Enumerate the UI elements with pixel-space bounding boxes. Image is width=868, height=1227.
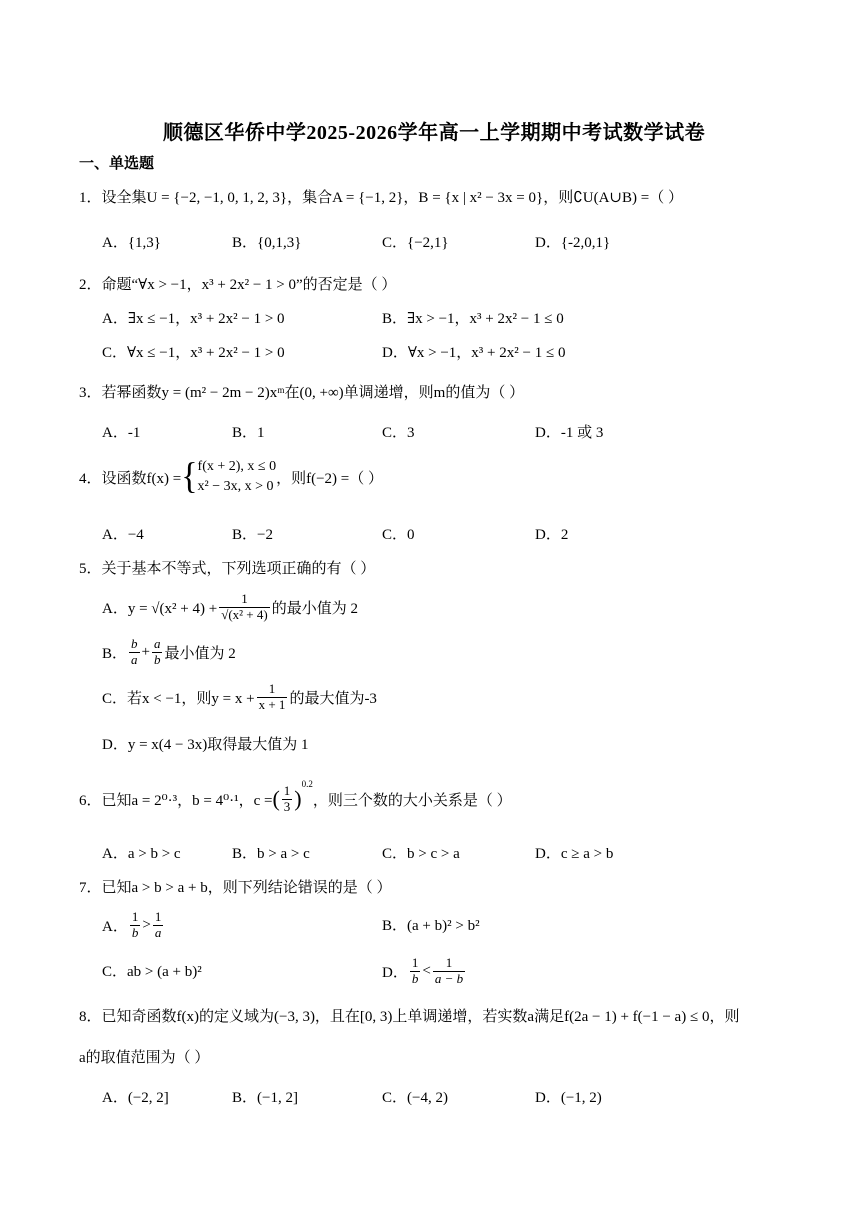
q5-a-denominator: √(x² + 4) bbox=[221, 606, 268, 622]
q6-c-exponent: 0.2 bbox=[301, 779, 313, 789]
q5-option-c bbox=[102, 678, 377, 716]
left-paren-icon: ( bbox=[272, 786, 280, 811]
q5-option-d: D．y = x(4 − 3x)取得最大值为 1 bbox=[102, 737, 309, 753]
q2-stem: 2．命题“∀x > −1，x³ + 2x² − 1 > 0”的否定是（ ） bbox=[79, 277, 397, 293]
q5-c-fraction bbox=[257, 682, 288, 712]
q3-option-c: C．3 bbox=[382, 425, 415, 441]
q7-option-d bbox=[382, 952, 467, 990]
q1-option-a: A．{1,3} bbox=[102, 235, 161, 251]
q7-a-numerator-2: 1 bbox=[154, 909, 162, 925]
q8-stem-line-2: a的取值范围为（ ） bbox=[79, 1050, 210, 1066]
q4-stem bbox=[79, 452, 383, 502]
q7-option-b: B．(a + b)² > b² bbox=[382, 918, 480, 934]
q6-option-b: B．b > a > c bbox=[232, 846, 310, 862]
right-paren-icon: ) bbox=[294, 786, 302, 811]
q5-b-denominator-1: a bbox=[131, 651, 138, 667]
q5-b-numerator-2: a bbox=[153, 636, 161, 652]
q4-lead: 4．设函数f(x) = bbox=[79, 470, 182, 487]
piecewise-brace-icon: { bbox=[181, 456, 198, 497]
q2-option-d: D．∀x > −1，x³ + 2x² − 1 ≤ 0 bbox=[382, 345, 566, 361]
q5-b-tail: 最小值为 2 bbox=[164, 645, 236, 662]
q1-option-c: C．{−2,1} bbox=[382, 235, 449, 251]
q4-option-b: B．−2 bbox=[232, 527, 273, 543]
q6-option-a: A．a > b > c bbox=[102, 846, 181, 862]
q2-option-a: A．∃x ≤ −1，x³ + 2x² − 1 > 0 bbox=[102, 311, 285, 327]
q7-d-numerator-2: 1 bbox=[433, 956, 465, 971]
q6-c-fraction bbox=[282, 784, 293, 814]
q8-option-b: B．(−1, 2] bbox=[232, 1090, 298, 1106]
q5-b-numerator-1: b bbox=[131, 636, 138, 652]
q7-a-denominator-2: a bbox=[154, 924, 162, 940]
q5-b-lead: B． bbox=[102, 645, 128, 662]
q4-option-c: C．0 bbox=[382, 527, 415, 543]
q7-a-operator: > bbox=[142, 916, 151, 933]
q2-option-c: C．∀x ≤ −1，x³ + 2x² − 1 > 0 bbox=[102, 345, 285, 361]
q6-tail: ，则三个数的大小关系是（ ） bbox=[312, 792, 512, 809]
q7-option-a bbox=[102, 906, 165, 944]
q5-option-a bbox=[102, 588, 358, 626]
q3-option-b: B．1 bbox=[232, 425, 265, 441]
q5-c-lead: C．若x < −1，则y = x + bbox=[102, 690, 255, 707]
q7-d-fraction-1 bbox=[410, 956, 421, 986]
q7-stem: 7．已知a > b > a + b，则下列结论错误的是（ ） bbox=[79, 880, 392, 896]
q6-c-numerator: 1 bbox=[283, 783, 291, 799]
q4-option-d: D．2 bbox=[535, 527, 569, 543]
section-heading: 一、单选题 bbox=[79, 156, 155, 172]
q5-a-lead: A．y = √(x² + 4) + bbox=[102, 600, 218, 617]
q7-d-denominator-1: b bbox=[411, 970, 419, 986]
q6-stem bbox=[79, 777, 512, 821]
q5-b-fraction-1 bbox=[129, 637, 140, 667]
q6-option-d: D．c ≥ a > b bbox=[535, 846, 614, 862]
q7-a-denominator-1: b bbox=[131, 924, 139, 940]
q6-lead: 6．已知a = 2⁰·³，b = 4⁰·¹，c = bbox=[79, 792, 273, 809]
q3-option-d: D．-1 或 3 bbox=[535, 425, 604, 441]
q5-a-numerator: 1 bbox=[219, 592, 270, 607]
q4-pieces bbox=[198, 457, 277, 497]
q7-d-lead: D． bbox=[382, 964, 408, 981]
q5-c-denominator: x + 1 bbox=[258, 696, 286, 712]
q8-option-a: A．(−2, 2] bbox=[102, 1090, 169, 1106]
q5-a-tail: 的最小值为 2 bbox=[271, 600, 358, 617]
q7-a-lead: A． bbox=[102, 918, 128, 935]
q5-b-plus: + bbox=[141, 643, 150, 660]
q5-option-b bbox=[102, 634, 236, 670]
q5-b-fraction-2 bbox=[152, 637, 163, 667]
q3-stem: 3．若幂函数y = (m² − 2m − 2)xᵐ在(0, +∞)单调递增，则m的值为（ ） bbox=[79, 385, 525, 401]
q5-b-denominator-2: b bbox=[153, 651, 161, 667]
q4-tail: ，则f(−2) =（ ） bbox=[276, 470, 384, 487]
q7-a-fraction-1 bbox=[130, 910, 141, 940]
q5-c-tail: 的最大值为-3 bbox=[289, 690, 377, 707]
q1-stem: 1．设全集U = {−2, −1, 0, 1, 2, 3}，集合A = {−1, 2}，B = {x | x² − 3x = 0}，则∁U(A∪B) =（ ） bbox=[79, 190, 683, 206]
q7-option-c: C．ab > (a + b)² bbox=[102, 964, 202, 980]
q7-a-numerator-1: 1 bbox=[131, 909, 139, 925]
q3-option-a: A．-1 bbox=[102, 425, 141, 441]
page-title: 顺德区华侨中学2025-2026学年高一上学期期中考试数学试卷 bbox=[162, 122, 706, 144]
q7-d-fraction-2 bbox=[433, 956, 465, 986]
q2-option-b: B．∃x > −1，x³ + 2x² − 1 ≤ 0 bbox=[382, 311, 564, 327]
q5-c-numerator: 1 bbox=[257, 682, 288, 697]
q7-d-denominator-2: a − b bbox=[434, 970, 464, 986]
q6-option-c: C．b > c > a bbox=[382, 846, 460, 862]
q8-option-c: C．(−4, 2) bbox=[382, 1090, 448, 1106]
q5-stem: 5．关于基本不等式，下列选项正确的有（ ） bbox=[79, 561, 376, 577]
q5-a-fraction bbox=[219, 592, 270, 622]
q1-option-b: B．{0,1,3} bbox=[232, 235, 302, 251]
q8-option-d: D．(−1, 2) bbox=[535, 1090, 602, 1106]
q6-c-denominator: 3 bbox=[283, 798, 291, 814]
q7-a-fraction-2 bbox=[153, 910, 164, 940]
q7-d-operator: < bbox=[422, 962, 431, 979]
q4-piece-2: x² − 3x, x > 0 bbox=[197, 479, 274, 494]
q1-option-d: D．{-2,0,1} bbox=[535, 235, 611, 251]
q4-option-a: A．−4 bbox=[102, 527, 144, 543]
q4-piece-1: f(x + 2), x ≤ 0 bbox=[197, 459, 277, 474]
q8-stem-line-1: 8．已知奇函数f(x)的定义域为(−3, 3)，且在[0, 3)上单调递增，若实数a满足f(2a − 1) + f(−1 − a) ≤ 0，则 bbox=[79, 1009, 740, 1025]
q7-d-numerator-1: 1 bbox=[411, 955, 419, 971]
